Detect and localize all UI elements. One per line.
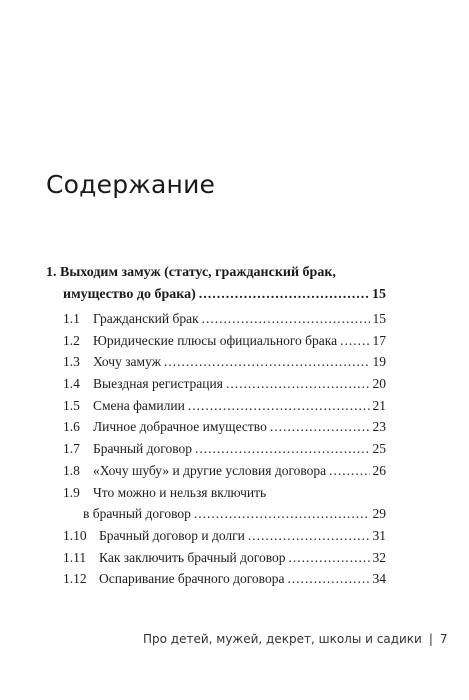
toc-item-page: 23 — [372, 419, 386, 435]
toc-item — [63, 373, 386, 395]
page-title: Содержание — [46, 170, 216, 199]
toc-item — [63, 395, 386, 417]
toc-item-number: 1.1 — [63, 311, 80, 326]
chapter-title-line-1: 1. Выходим замуж (статус, гражданский брак, — [46, 265, 336, 280]
leader-dots — [164, 351, 370, 373]
toc-list — [63, 308, 386, 590]
toc-item-number: 1.8 — [63, 462, 80, 478]
toc-item-number: 1.3 — [63, 354, 80, 370]
toc-item-page: 31 — [372, 527, 386, 543]
toc-item — [63, 330, 386, 352]
toc-item — [63, 547, 386, 569]
footer-page-number: 7 — [439, 632, 448, 646]
toc-item-page: 17 — [372, 332, 386, 348]
chapter-page-number: 15 — [372, 287, 386, 302]
toc-item — [63, 416, 386, 438]
chapter-title-line-2: имущество до брака) — [63, 287, 196, 302]
leader-dots — [287, 568, 369, 590]
toc-item-number: 1.2 — [63, 332, 80, 348]
toc-item-number: 1.5 — [63, 397, 80, 413]
toc-item — [63, 438, 386, 460]
toc-item-label-continued: в брачный договор — [83, 506, 191, 522]
toc-item-label: Как заключить брачный договор — [99, 549, 286, 565]
toc-item-page: 21 — [372, 397, 386, 413]
toc-item-label: Выездная регистрация — [93, 376, 223, 392]
toc-item-label: Юридические плюсы официального брака — [93, 332, 338, 348]
toc-item-page: 29 — [372, 506, 386, 522]
running-footer — [143, 632, 448, 646]
toc-item — [63, 568, 386, 590]
leader-dots — [289, 547, 370, 569]
toc-chapter-1 — [46, 262, 386, 306]
toc-item-label: «Хочу шубу» и другие условия договора — [93, 462, 327, 478]
toc-item-number: 1.9 — [63, 484, 80, 500]
toc-item-label: Личное добрачное имущество — [93, 419, 267, 435]
toc-item-number: 1.12 — [63, 571, 87, 587]
footer-book-title: Про детей, мужей, декрет, школы и садики — [143, 632, 422, 646]
toc-item-page: 25 — [372, 441, 386, 457]
toc-item-page: 32 — [372, 549, 386, 565]
toc-item — [63, 460, 386, 482]
leader-dots — [188, 395, 370, 417]
toc-item-label: Брачный договор и долги — [99, 527, 245, 543]
toc-item-page: 15 — [372, 311, 386, 326]
toc-item-number: 1.7 — [63, 441, 80, 457]
toc-item-number: 1.6 — [63, 419, 80, 435]
leader-dots — [329, 460, 369, 482]
leader-dots — [226, 373, 370, 395]
chapter-title-line-2-row — [46, 284, 386, 306]
toc-item-continuation — [63, 503, 386, 525]
toc-item-label: Хочу замуж — [93, 354, 161, 370]
leader-dots — [194, 503, 370, 525]
toc-item-page: 34 — [372, 571, 386, 587]
toc-item — [63, 482, 386, 504]
leader-dots — [248, 525, 370, 547]
footer-separator: | — [428, 632, 433, 646]
toc-item-number: 1.4 — [63, 376, 80, 392]
toc-item-label: Смена фамилии — [93, 397, 185, 413]
toc-item-label: Гражданский брак — [93, 311, 199, 326]
leader-dots — [270, 416, 370, 438]
toc-item-page: 20 — [372, 376, 386, 392]
toc-item-label: Брачный договор — [93, 441, 192, 457]
toc-item — [63, 351, 386, 373]
toc-item — [63, 308, 386, 330]
toc-item-label: Оспаривание брачного договора — [99, 571, 285, 587]
toc-item-label: Что можно и нельзя включить — [93, 484, 267, 500]
toc-item-number: 1.10 — [63, 527, 87, 543]
leader-dots — [195, 438, 370, 460]
leader-dots — [199, 284, 369, 306]
toc-item — [63, 525, 386, 547]
leader-dots — [340, 330, 369, 352]
leader-dots — [202, 308, 370, 330]
toc-item-number: 1.11 — [63, 549, 87, 565]
toc-item-page: 19 — [372, 354, 386, 370]
toc-item-page: 26 — [372, 462, 386, 478]
